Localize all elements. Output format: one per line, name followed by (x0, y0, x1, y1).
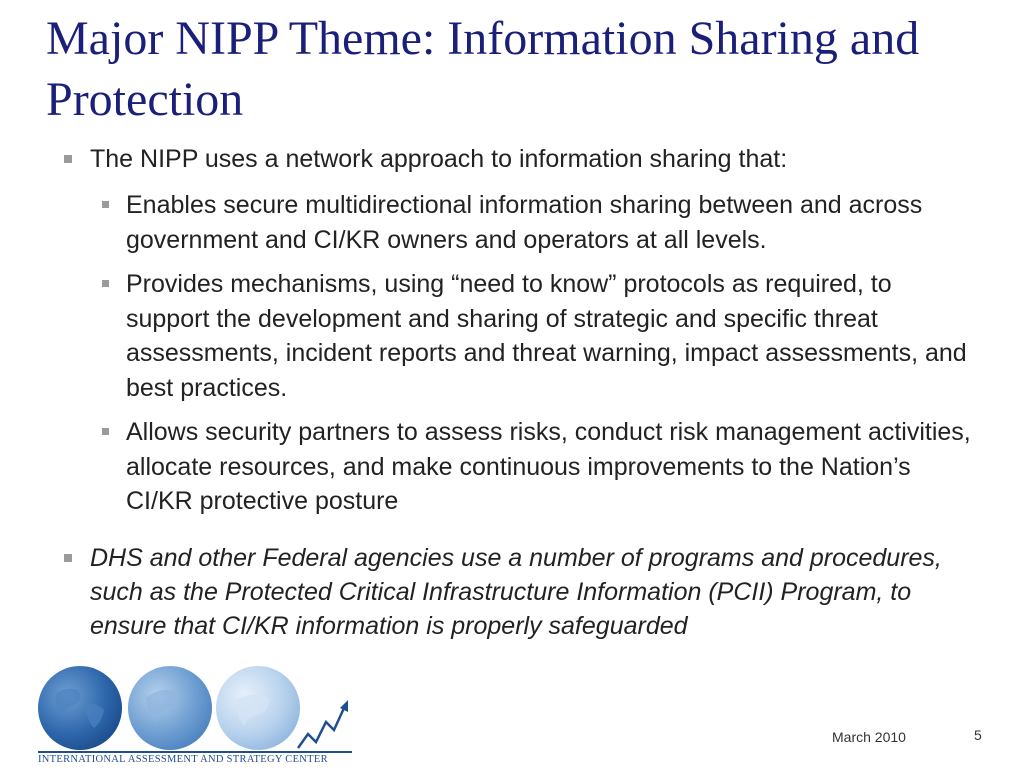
square-bullet-icon (102, 428, 109, 435)
iasc-logo (36, 664, 356, 768)
square-bullet-icon (102, 280, 109, 287)
sub-bullet-2 (96, 267, 980, 405)
page-number: 5 (974, 727, 982, 743)
sub-bullet-1 (96, 188, 980, 257)
sub-bullet-1-text: Enables secure multidirectional information sharing between and across government and CI/KR owners and operators at all levels. (126, 191, 923, 254)
bullet-1-text: The NIPP uses a network approach to information sharing that: (90, 145, 788, 173)
footer-date: March 2010 (832, 729, 906, 745)
sub-bullet-3 (96, 415, 980, 519)
sub-bullet-2-text: Provides mechanisms, using “need to know” protocols as required, to support the development and sharing of strategic and specific threat assessments, incident reports and threat warning, impact assessments, and best practices. (126, 270, 967, 402)
bullet-1 (60, 142, 980, 176)
trend-arrow-icon (298, 708, 344, 748)
logo-text: INTERNATIONAL ASSESSMENT AND STRATEGY CENTER (38, 754, 328, 765)
slide-body (60, 142, 980, 643)
square-bullet-icon (64, 155, 72, 163)
square-bullet-icon (64, 554, 72, 562)
globe-logo-icon (36, 664, 356, 756)
slide-title: Major NIPP Theme: Information Sharing and Protection (46, 12, 920, 126)
bullet-2 (60, 541, 980, 643)
square-bullet-icon (102, 201, 109, 208)
sub-bullet-3-text: Allows security partners to assess risks, conduct risk management activities, allocate resources, and make continuous improvements to the Nation’s CI/KR protective posture (126, 418, 971, 515)
bullet-2-text: DHS and other Federal agencies use a number of programs and procedures, such as the Protected Critical Infrastructure Information (PCII) Program, to ensure that CI/KR information is properly safeguarded (90, 543, 942, 640)
